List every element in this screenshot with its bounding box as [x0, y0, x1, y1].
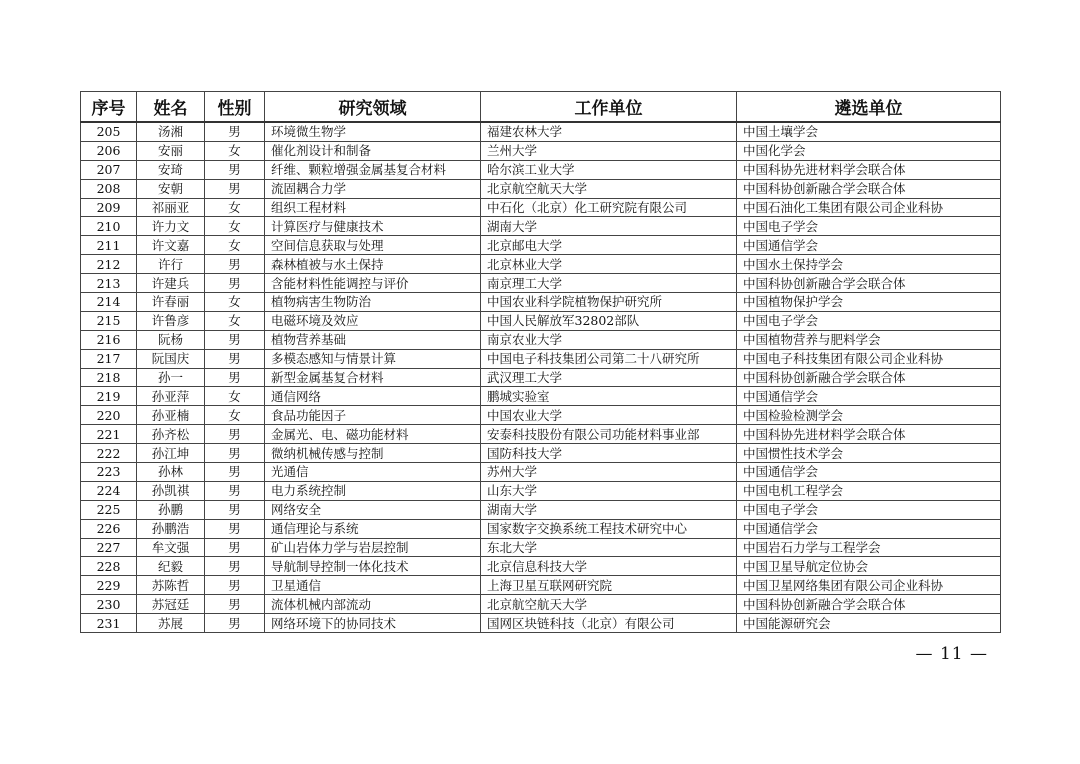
- selecting-unit-cell: 中国电机工程学会: [737, 481, 1001, 500]
- research-field-cell: 催化剂设计和制备: [265, 141, 481, 160]
- selecting-unit-cell: 中国化学会: [737, 141, 1001, 160]
- work-unit-cell: 中国农业大学: [481, 406, 737, 425]
- research-field-cell: 森林植被与水土保持: [265, 255, 481, 274]
- name-cell: 许建兵: [137, 274, 205, 293]
- name-cell: 许春丽: [137, 293, 205, 312]
- name-cell: 苏展: [137, 614, 205, 633]
- gender-cell: 女: [205, 293, 265, 312]
- serial-number-cell: 220: [81, 406, 137, 425]
- work-unit-cell: 国网区块链科技（北京）有限公司: [481, 614, 737, 633]
- work-unit-cell: 福建农林大学: [481, 122, 737, 141]
- table-row: [81, 311, 1001, 330]
- table-row: [81, 122, 1001, 141]
- name-cell: 孙亚萍: [137, 387, 205, 406]
- selecting-unit-cell: 中国科协创新融合学会联合体: [737, 179, 1001, 198]
- serial-number-cell: 229: [81, 576, 137, 595]
- selecting-unit-cell: 中国电子学会: [737, 217, 1001, 236]
- name-cell: 安丽: [137, 141, 205, 160]
- table-row: [81, 557, 1001, 576]
- header-work-unit: 工作单位: [481, 92, 737, 123]
- serial-number-cell: 221: [81, 425, 137, 444]
- work-unit-cell: 东北大学: [481, 538, 737, 557]
- table-row: [81, 179, 1001, 198]
- name-cell: 许鲁彦: [137, 311, 205, 330]
- selecting-unit-cell: 中国能源研究会: [737, 614, 1001, 633]
- selecting-unit-cell: 中国科协创新融合学会联合体: [737, 595, 1001, 614]
- gender-cell: 女: [205, 217, 265, 236]
- serial-number-cell: 210: [81, 217, 137, 236]
- table-row: [81, 500, 1001, 519]
- selecting-unit-cell: 中国土壤学会: [737, 122, 1001, 141]
- table-row: [81, 293, 1001, 312]
- research-field-cell: 光通信: [265, 463, 481, 482]
- name-cell: 苏陈哲: [137, 576, 205, 595]
- name-cell: 祁丽亚: [137, 198, 205, 217]
- table-row: [81, 425, 1001, 444]
- research-field-cell: 植物营养基础: [265, 330, 481, 349]
- work-unit-cell: 上海卫星互联网研究院: [481, 576, 737, 595]
- research-field-cell: 新型金属基复合材料: [265, 368, 481, 387]
- selecting-unit-cell: 中国岩石力学与工程学会: [737, 538, 1001, 557]
- research-field-cell: 空间信息获取与处理: [265, 236, 481, 255]
- name-cell: 孙鹏: [137, 500, 205, 519]
- research-field-cell: 微纳机械传感与控制: [265, 444, 481, 463]
- research-field-cell: 矿山岩体力学与岩层控制: [265, 538, 481, 557]
- work-unit-cell: 北京邮电大学: [481, 236, 737, 255]
- selecting-unit-cell: 中国通信学会: [737, 387, 1001, 406]
- selecting-unit-cell: 中国植物营养与肥料学会: [737, 330, 1001, 349]
- name-cell: 孙江坤: [137, 444, 205, 463]
- gender-cell: 男: [205, 368, 265, 387]
- header-serial-number: 序号: [81, 92, 137, 123]
- table-row: [81, 576, 1001, 595]
- gender-cell: 女: [205, 198, 265, 217]
- name-cell: 孙鹏浩: [137, 519, 205, 538]
- table-row: [81, 349, 1001, 368]
- selecting-unit-cell: 中国科协创新融合学会联合体: [737, 274, 1001, 293]
- serial-number-cell: 211: [81, 236, 137, 255]
- work-unit-cell: 北京航空航天大学: [481, 179, 737, 198]
- serial-number-cell: 207: [81, 160, 137, 179]
- serial-number-cell: 228: [81, 557, 137, 576]
- selecting-unit-cell: 中国石油化工集团有限公司企业科协: [737, 198, 1001, 217]
- table-row: [81, 481, 1001, 500]
- work-unit-cell: 北京林业大学: [481, 255, 737, 274]
- table-row: [81, 463, 1001, 482]
- gender-cell: 女: [205, 406, 265, 425]
- document-page: [80, 91, 1000, 633]
- serial-number-cell: 230: [81, 595, 137, 614]
- research-field-cell: 电磁环境及效应: [265, 311, 481, 330]
- research-field-cell: 计算医疗与健康技术: [265, 217, 481, 236]
- table-row: [81, 198, 1001, 217]
- work-unit-cell: 哈尔滨工业大学: [481, 160, 737, 179]
- expert-list-table: [80, 91, 1001, 633]
- gender-cell: 男: [205, 444, 265, 463]
- selecting-unit-cell: 中国电子科技集团有限公司企业科协: [737, 349, 1001, 368]
- research-field-cell: 植物病害生物防治: [265, 293, 481, 312]
- name-cell: 孙林: [137, 463, 205, 482]
- serial-number-cell: 212: [81, 255, 137, 274]
- research-field-cell: 多模态感知与情景计算: [265, 349, 481, 368]
- research-field-cell: 组织工程材料: [265, 198, 481, 217]
- serial-number-cell: 206: [81, 141, 137, 160]
- work-unit-cell: 鹏城实验室: [481, 387, 737, 406]
- gender-cell: 男: [205, 179, 265, 198]
- gender-cell: 男: [205, 425, 265, 444]
- name-cell: 纪毅: [137, 557, 205, 576]
- name-cell: 孙一: [137, 368, 205, 387]
- table-row: [81, 538, 1001, 557]
- gender-cell: 男: [205, 330, 265, 349]
- selecting-unit-cell: 中国通信学会: [737, 236, 1001, 255]
- serial-number-cell: 217: [81, 349, 137, 368]
- gender-cell: 女: [205, 141, 265, 160]
- serial-number-cell: 205: [81, 122, 137, 141]
- selecting-unit-cell: 中国电子学会: [737, 311, 1001, 330]
- name-cell: 阮杨: [137, 330, 205, 349]
- table-row: [81, 217, 1001, 236]
- research-field-cell: 网络安全: [265, 500, 481, 519]
- serial-number-cell: 227: [81, 538, 137, 557]
- table-row: [81, 614, 1001, 633]
- table-row: [81, 255, 1001, 274]
- table-row: [81, 160, 1001, 179]
- table-row: [81, 368, 1001, 387]
- gender-cell: 女: [205, 311, 265, 330]
- research-field-cell: 含能材料性能调控与评价: [265, 274, 481, 293]
- gender-cell: 男: [205, 614, 265, 633]
- work-unit-cell: 武汉理工大学: [481, 368, 737, 387]
- serial-number-cell: 231: [81, 614, 137, 633]
- name-cell: 许文嘉: [137, 236, 205, 255]
- research-field-cell: 纤维、颗粒增强金属基复合材料: [265, 160, 481, 179]
- work-unit-cell: 兰州大学: [481, 141, 737, 160]
- serial-number-cell: 215: [81, 311, 137, 330]
- gender-cell: 男: [205, 255, 265, 274]
- serial-number-cell: 219: [81, 387, 137, 406]
- selecting-unit-cell: 中国检验检测学会: [737, 406, 1001, 425]
- gender-cell: 男: [205, 122, 265, 141]
- work-unit-cell: 山东大学: [481, 481, 737, 500]
- table-body: [81, 122, 1001, 633]
- serial-number-cell: 208: [81, 179, 137, 198]
- gender-cell: 女: [205, 387, 265, 406]
- table-header-row: [81, 92, 1001, 123]
- work-unit-cell: 中国人民解放军32802部队: [481, 311, 737, 330]
- name-cell: 阮国庆: [137, 349, 205, 368]
- research-field-cell: 环境微生物学: [265, 122, 481, 141]
- research-field-cell: 食品功能因子: [265, 406, 481, 425]
- table-row: [81, 387, 1001, 406]
- work-unit-cell: 国家数字交换系统工程技术研究中心: [481, 519, 737, 538]
- gender-cell: 男: [205, 274, 265, 293]
- gender-cell: 女: [205, 236, 265, 255]
- table-row: [81, 330, 1001, 349]
- research-field-cell: 通信网络: [265, 387, 481, 406]
- research-field-cell: 电力系统控制: [265, 481, 481, 500]
- gender-cell: 男: [205, 576, 265, 595]
- work-unit-cell: 南京理工大学: [481, 274, 737, 293]
- work-unit-cell: 湖南大学: [481, 500, 737, 519]
- serial-number-cell: 222: [81, 444, 137, 463]
- selecting-unit-cell: 中国通信学会: [737, 463, 1001, 482]
- serial-number-cell: 226: [81, 519, 137, 538]
- work-unit-cell: 中国农业科学院植物保护研究所: [481, 293, 737, 312]
- selecting-unit-cell: 中国电子学会: [737, 500, 1001, 519]
- work-unit-cell: 安泰科技股份有限公司功能材料事业部: [481, 425, 737, 444]
- research-field-cell: 通信理论与系统: [265, 519, 481, 538]
- gender-cell: 男: [205, 481, 265, 500]
- table-row: [81, 444, 1001, 463]
- gender-cell: 男: [205, 557, 265, 576]
- selecting-unit-cell: 中国科协先进材料学会联合体: [737, 425, 1001, 444]
- name-cell: 苏冠廷: [137, 595, 205, 614]
- work-unit-cell: 南京农业大学: [481, 330, 737, 349]
- work-unit-cell: 湖南大学: [481, 217, 737, 236]
- header-gender: 性别: [205, 92, 265, 123]
- table-row: [81, 406, 1001, 425]
- name-cell: 孙齐松: [137, 425, 205, 444]
- gender-cell: 男: [205, 500, 265, 519]
- serial-number-cell: 225: [81, 500, 137, 519]
- name-cell: 许力文: [137, 217, 205, 236]
- table-row: [81, 519, 1001, 538]
- research-field-cell: 网络环境下的协同技术: [265, 614, 481, 633]
- selecting-unit-cell: 中国植物保护学会: [737, 293, 1001, 312]
- name-cell: 汤湘: [137, 122, 205, 141]
- selecting-unit-cell: 中国水土保持学会: [737, 255, 1001, 274]
- header-research-field: 研究领域: [265, 92, 481, 123]
- header-name: 姓名: [137, 92, 205, 123]
- header-selecting-unit: 遴选单位: [737, 92, 1001, 123]
- gender-cell: 男: [205, 160, 265, 179]
- selecting-unit-cell: 中国科协创新融合学会联合体: [737, 368, 1001, 387]
- serial-number-cell: 214: [81, 293, 137, 312]
- table-row: [81, 141, 1001, 160]
- work-unit-cell: 中国电子科技集团公司第二十八研究所: [481, 349, 737, 368]
- name-cell: 孙凯祺: [137, 481, 205, 500]
- name-cell: 许行: [137, 255, 205, 274]
- selecting-unit-cell: 中国卫星网络集团有限公司企业科协: [737, 576, 1001, 595]
- research-field-cell: 流体机械内部流动: [265, 595, 481, 614]
- gender-cell: 男: [205, 519, 265, 538]
- work-unit-cell: 国防科技大学: [481, 444, 737, 463]
- serial-number-cell: 223: [81, 463, 137, 482]
- name-cell: 孙亚楠: [137, 406, 205, 425]
- table-row: [81, 236, 1001, 255]
- name-cell: 安琦: [137, 160, 205, 179]
- work-unit-cell: 苏州大学: [481, 463, 737, 482]
- research-field-cell: 流固耦合力学: [265, 179, 481, 198]
- gender-cell: 男: [205, 349, 265, 368]
- gender-cell: 男: [205, 595, 265, 614]
- selecting-unit-cell: 中国惯性技术学会: [737, 444, 1001, 463]
- selecting-unit-cell: 中国科协先进材料学会联合体: [737, 160, 1001, 179]
- serial-number-cell: 209: [81, 198, 137, 217]
- page-number: — 11 —: [915, 644, 988, 664]
- research-field-cell: 金属光、电、磁功能材料: [265, 425, 481, 444]
- gender-cell: 男: [205, 463, 265, 482]
- name-cell: 安朝: [137, 179, 205, 198]
- work-unit-cell: 北京航空航天大学: [481, 595, 737, 614]
- serial-number-cell: 213: [81, 274, 137, 293]
- selecting-unit-cell: 中国卫星导航定位协会: [737, 557, 1001, 576]
- research-field-cell: 卫星通信: [265, 576, 481, 595]
- serial-number-cell: 216: [81, 330, 137, 349]
- table-row: [81, 595, 1001, 614]
- selecting-unit-cell: 中国通信学会: [737, 519, 1001, 538]
- gender-cell: 男: [205, 538, 265, 557]
- name-cell: 牟文强: [137, 538, 205, 557]
- work-unit-cell: 中石化（北京）化工研究院有限公司: [481, 198, 737, 217]
- serial-number-cell: 218: [81, 368, 137, 387]
- table-row: [81, 274, 1001, 293]
- serial-number-cell: 224: [81, 481, 137, 500]
- research-field-cell: 导航制导控制一体化技术: [265, 557, 481, 576]
- work-unit-cell: 北京信息科技大学: [481, 557, 737, 576]
